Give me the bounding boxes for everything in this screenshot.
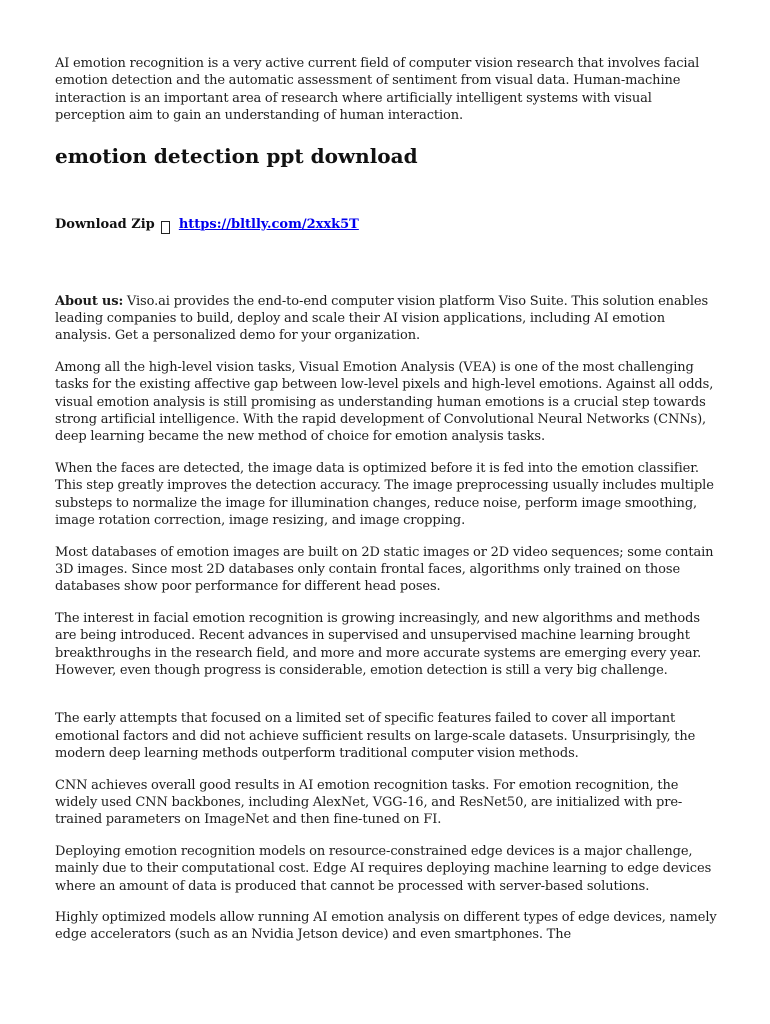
body-paragraph: CNN achieves overall good results in AI emotion recognition tasks. For emotion recognition, the widely used CNN backbones, including AlexNet, VGG-16, and ResNet50, are initialized with pre-trained parameters on ImageNet and then fine-tuned on FI. [55,777,683,828]
body-paragraph: The early attempts that focused on a limited set of specific features failed to cover all important emotional factors and did not achieve sufficient results on large-scale datasets. Unsurprisingly, the modern deep learning methods outperform traditional computer vision methods. [55,711,696,762]
page-title: emotion detection ppt download [55,143,418,168]
body-paragraph: Most databases of emotion images are built on 2D static images or 2D video sequences; some contain 3D images. Since most 2D databases only contain frontal faces, algorithms only trained on those databases show poor performance for different head poses. [55,544,714,595]
body-paragraph: When the faces are detected, the image data is optimized before it is fed into the emotion classifier. This step greatly improves the detection accuracy. The image preprocessing usually includes multiple substeps to normalize the image for illumination changes, reduce noise, perform image smoothing, image rotation correction, image resizing, and image cropping. [55,460,714,529]
about-lead: About us: [55,293,124,309]
download-label: Download Zip [55,216,155,232]
about-text: Viso.ai provides the end-to-end computer vision platform Viso Suite. This solution enables leading companies to build, deploy and scale their AI vision applications, including AI emotion analysis. Get a personalized demo for your organization. [55,293,709,344]
about-paragraph [55,293,720,345]
spacer [55,234,720,293]
body-paragraph: Highly optimized models allow running AI emotion analysis on different types of edge devices, namely edge accelerators (such as an Nvidia Jetson device) and even smartphones. The [55,910,717,943]
document-page [55,55,720,958]
body-paragraph: Deploying emotion recognition models on resource-constrained edge devices is a major challenge, mainly due to their computational cost. Edge AI requires deploying machine learning to edge devices where an amount of data is produced that cannot be processed with server-based solutions. [55,843,712,894]
body-paragraph: The interest in facial emotion recognition is growing increasingly, and new algorithms and methods are being introduced. Recent advances in supervised and unsupervised machine learning brought breakthroughs in the research field, and more and more accurate systems are emerging every year. However, even though progress is considerable, emotion detection is still a very big challenge. [55,610,702,678]
body-paragraph: Among all the high-level vision tasks, Visual Emotion Analysis (VEA) is one of the most challenging tasks for the existing affective gap between low-level pixels and high-level emotions. Against all odds, visual emotion analysis is still promising as understanding human emotions is a crucial step towards strong artificial intelligence. With the rapid development of Convolutional Neural Networks (CNNs), deep learning became the new method of choice for emotion analysis tasks. [55,359,714,445]
download-line [55,216,720,234]
section-gap [55,693,720,710]
intro-paragraph: AI emotion recognition is a very active current field of computer vision research that involves facial emotion detection and the automatic assessment of sentiment from visual data. Human-machine interaction is an important area of research where artificially intelligent systems with visual perception aim to gain an understanding of human interaction. [55,56,700,124]
arrow-icon [161,221,170,234]
download-link[interactable]: https://bltlly.com/2xxk5T [178,216,359,232]
